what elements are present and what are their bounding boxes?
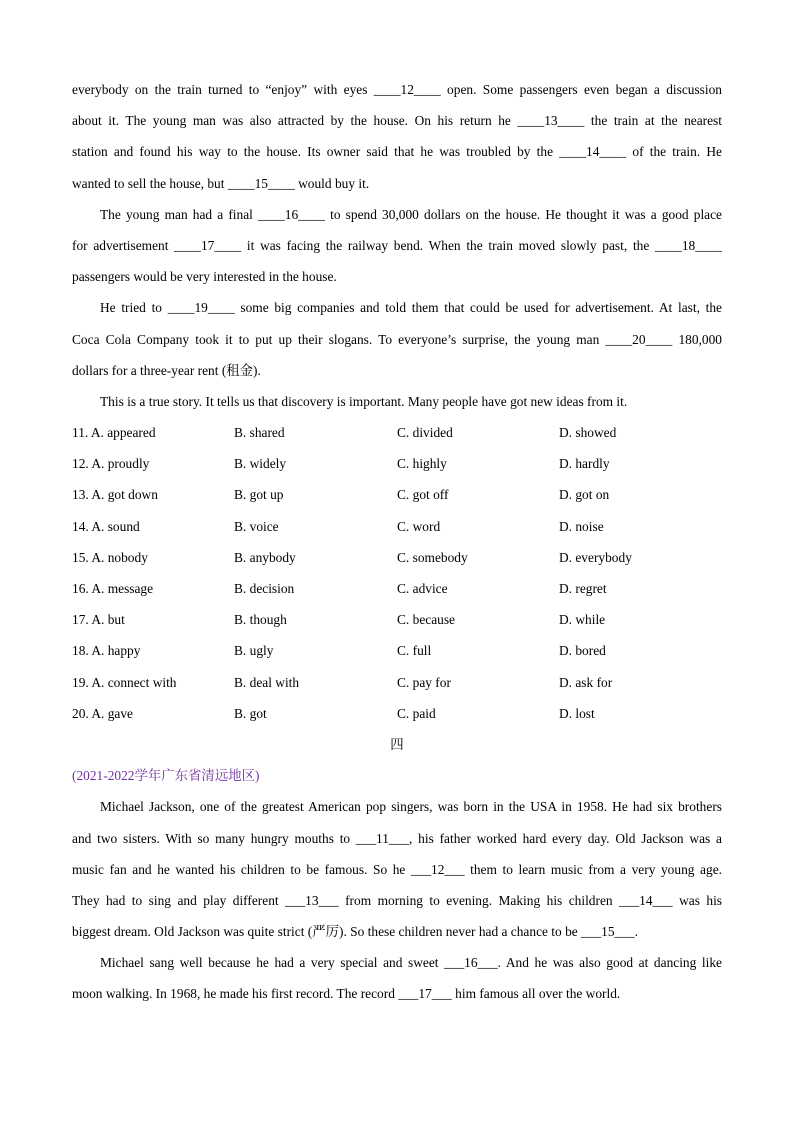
option-b: B. anybody (234, 549, 296, 565)
passage-2-line-4: They had to sing and play different ___13___ from morning to evening. Making his children ___14___ was his (72, 892, 722, 908)
option-d: D. lost (559, 705, 595, 721)
option-row-13 (72, 479, 722, 510)
option-b: B. decision (234, 581, 295, 596)
option-b: B. widely (234, 456, 287, 472)
passage-1-line-9: Coca Cola Company took it to put up their slogans. To everyone’s surprise, the young man ____20____ 180,000 (72, 331, 722, 347)
passage-1-line-5: The young man had a final ____16____ to spend 30,000 dollars on the house. He thought it was a good place (100, 206, 722, 222)
option-c: C. somebody (397, 549, 468, 565)
option-c: C. pay for (397, 674, 451, 690)
passage-2-line-5: biggest dream. Old Jackson was quite strict (严厉). So these children never had a chance to be ___15___. (72, 924, 638, 940)
option-a: 14. A. sound (72, 518, 140, 534)
option-a: 12. A. proudly (72, 456, 150, 472)
passage-1-line-7: passengers would be very interested in the house. (72, 269, 337, 285)
passage-1-line-4: wanted to sell the house, but ____15____ would buy it. (72, 175, 370, 191)
option-b: B. ugly (234, 643, 274, 659)
passage-1-line-11: This is a true story. It tells us that discovery is important. Many people have got new ideas from it. (100, 393, 628, 409)
option-row-17 (72, 604, 722, 635)
option-row-11 (72, 417, 722, 448)
option-c: C. advice (397, 581, 448, 596)
option-b: B. though (234, 612, 287, 628)
option-d: D. got on (559, 487, 610, 503)
option-row-20 (72, 698, 722, 729)
option-row-18 (72, 635, 722, 666)
document-page (72, 74, 722, 1010)
option-d: D. showed (559, 425, 617, 441)
passage-1-line-10: dollars for a three-year rent (租金). (72, 362, 261, 378)
option-a: 16. A. message (72, 581, 154, 596)
options-list (72, 417, 722, 729)
passage-1 (72, 74, 722, 417)
option-row-14 (72, 511, 722, 542)
option-c: C. word (397, 518, 441, 534)
option-c: C. got off (397, 487, 449, 503)
option-row-15 (72, 542, 722, 573)
passage-2-line-3: music fan and he wanted his children to be famous. So he ___12___ them to learn music from a very young age. (72, 861, 722, 877)
source-label: (2021-2022学年广东省清远地区) (72, 768, 260, 784)
option-a: 20. A. gave (72, 705, 133, 721)
passage-1-line-3: station and found his way to the house. Its owner said that he was troubled by the ____14____ of the train. He (72, 144, 722, 160)
section-heading: 四 (390, 736, 404, 752)
option-d: D. noise (559, 518, 604, 534)
passage-1-line-6: for advertisement ____17____ it was facing the railway bend. When the train moved slowly past, the ____18____ (72, 237, 722, 253)
passage-2 (72, 791, 722, 1009)
passage-2-line-7: moon walking. In 1968, he made his first record. The record ___17___ him famous all over the world. (72, 986, 621, 1002)
option-a: 17. A. but (72, 612, 125, 628)
option-b: B. deal with (234, 674, 300, 690)
option-row-19 (72, 667, 722, 698)
option-a: 11. A. appeared (72, 425, 156, 441)
option-a: 19. A. connect with (72, 674, 177, 690)
option-a: 15. A. nobody (72, 549, 148, 565)
option-b: B. voice (234, 518, 279, 534)
option-d: D. hardly (559, 456, 610, 472)
option-a: 18. A. happy (72, 643, 141, 659)
option-d: D. everybody (559, 549, 632, 565)
option-c: C. highly (397, 456, 447, 472)
option-d: D. while (559, 612, 606, 628)
passage-2-line-6: Michael sang well because he had a very special and sweet ___16___. And he was also good at dancing like (100, 955, 722, 971)
option-c: C. because (397, 612, 456, 628)
option-d: D. bored (559, 643, 606, 659)
passage-2-line-1: Michael Jackson, one of the greatest American pop singers, was born in the USA in 1958. He had six brothers (100, 799, 722, 815)
option-row-16 (72, 573, 722, 604)
passage-1-line-1: everybody on the train turned to “enjoy” with eyes ____12____ open. Some passengers even began a discussion (72, 82, 722, 97)
option-b: B. got up (234, 487, 284, 503)
passage-1-line-2: about it. The young man was also attracted by the house. On his return he ____13____ the train at the nearest (72, 113, 722, 129)
passage-1-line-8: He tried to ____19____ some big companies and told them that could be used for advertisement. At last, the (100, 300, 722, 316)
option-b: B. shared (234, 425, 285, 441)
option-row-12 (72, 448, 722, 479)
option-b: B. got (234, 705, 267, 721)
option-c: C. paid (397, 705, 436, 721)
option-d: D. ask for (559, 674, 613, 690)
option-d: D. regret (559, 581, 607, 596)
option-a: 13. A. got down (72, 487, 158, 503)
option-c: C. divided (397, 425, 453, 441)
passage-2-line-2: and two sisters. With so many hungry mouths to ___11___, his father worked hard every day. Old Jackson was a (72, 830, 722, 846)
option-c: C. full (397, 643, 432, 659)
